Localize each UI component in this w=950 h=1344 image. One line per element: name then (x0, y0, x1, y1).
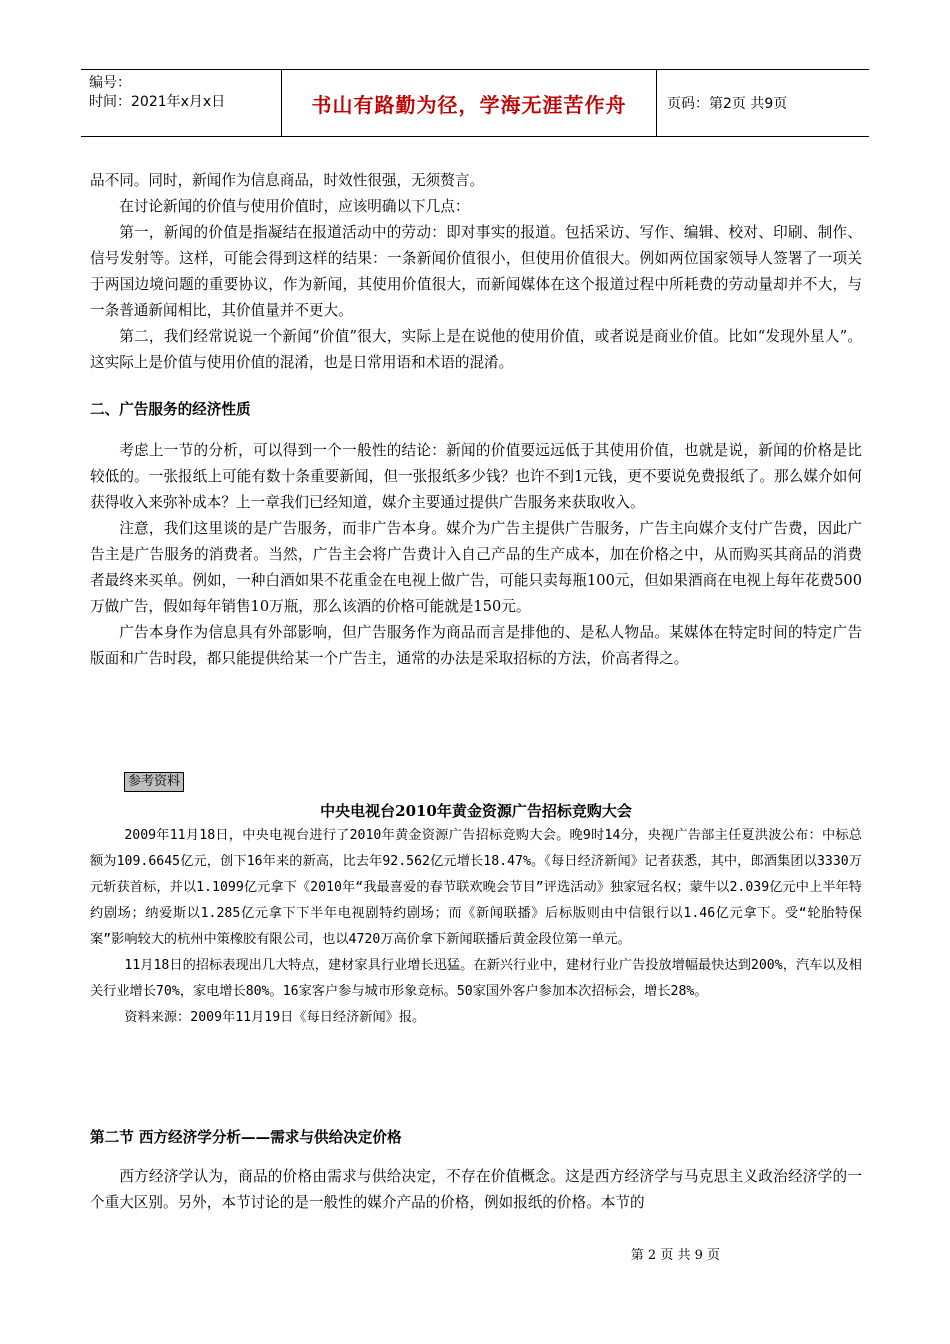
header-meta (81, 70, 281, 136)
header-page: 页码：第2页 共9页 (667, 96, 788, 112)
paragraph: 广告本身作为信息具有外部影响，但广告服务作为商品而言是排他的、是私人物品。某媒体在特定时间的特定广告版面和广告时段，都只能提供给某一个广告主，通常的办法是采取招标的方法，价高者得之。 (90, 624, 862, 667)
paragraph: 品不同。同时，新闻作为信息商品，时效性很强，无须赘言。 (90, 172, 485, 189)
paragraph: 第一，新闻的价值是指凝结在报道活动中的劳动：即对事实的报道。包括采访、写作、编辑、校对、印刷、制作、信号发射等。这样，可能会得到这样的结果：一条新闻价值很小，但使用价值很大。例如两位国家领导人签署了一项关于两国边境问题的重要协议，作为新闻，其使用价值很大，而新闻媒体在这个报道过程中所耗费的劳动量却并不大，与一条普通新闻相比，其价值量并不更大。 (90, 224, 862, 319)
paragraph: 考虑上一节的分析，可以得到一个一般性的结论：新闻的价值要远远低于其使用价值，也就是说，新闻的价格是比较低的。一张报纸上可能有数十条重要新闻，但一张报纸多少钱？也许不到1元钱，更不要说免费报纸了。那么媒介如何获得收入来弥补成本？上一章我们已经知道，媒介主要通过提供广告服务来获取收入。 (90, 442, 862, 511)
heading-ad-service: 二、广告服务的经济性质 (90, 401, 251, 418)
reference-label: 参考资料 (124, 772, 184, 792)
news-excerpt (90, 823, 862, 1031)
body-section-3 (90, 1164, 862, 1216)
header-motto: 书山有路勤为径，学海无涯苦作舟 (281, 70, 657, 136)
news-source: 资料来源：2009年11月19日《每日经济新闻》报。 (124, 1010, 426, 1025)
header-time: 时间：2021年x月x日 (89, 94, 226, 110)
body-section-1 (90, 168, 862, 376)
body-section-2 (90, 438, 862, 672)
paragraph: 西方经济学认为，商品的价格由需求与供给决定，不存在价值概念。这是西方经济学与马克思主义政治经济学的一个重大区别。另外，本节讨论的是一般性的媒介产品的价格，例如报纸的价格。本节的 (90, 1168, 862, 1211)
news-paragraph: 11月18日的招标表现出几大特点，建材家具行业增长迅猛。在新兴行业中，建材行业广告投放增幅最快达到200%，汽车以及相关行业增长70%，家电增长80%。16家客户参与城市形象竞标。50家国外客户参加本次招标会，增长28%。 (90, 958, 862, 999)
page-header (81, 69, 869, 137)
news-paragraph: 2009年11月18日，中央电视台进行了2010年黄金资源广告招标竞购大会。晚9时14分，央视广告部主任夏洪波公布：中标总额为109.6645亿元，创下16年来的新高，比去年92.562亿元增长18.47%。《每日经济新闻》记者获悉，其中，郎酒集团以3330万元斩获首标，并以1.1099亿元拿下《2010年“我最喜爱的春节联欢晚会节目”评选活动》独家冠名权；蒙牛以2.039亿元中上半年特约剧场；纳爱斯以1.285亿元拿下下半年电视剧特约剧场；而《新闻联播》后标版则由中信银行以1.46亿元拿下。受“轮胎特保案”影响较大的杭州中策橡胶有限公司，也以4720万高价拿下新闻联播后黄金段位第一单元。 (90, 828, 862, 947)
section-heading (90, 1126, 862, 1147)
paragraph: 第二，我们经常说说一个新闻“价值”很大，实际上是在说他的使用价值，或者说是商业价值。比如“发现外星人”。这实际上是价值与使用价值的混淆，也是日常用语和术语的混淆。 (90, 328, 862, 371)
heading-western-economics: 第二节 西方经济学分析——需求与供给决定价格 (90, 1129, 402, 1146)
header-number: 编号： (89, 75, 131, 91)
page-footer: 第 2 页 共 9 页 (630, 1248, 720, 1263)
paragraph: 注意，我们这里谈的是广告服务，而非广告本身。媒介为广告主提供广告服务，广告主向媒介支付广告费，因此广告主是广告服务的消费者。当然，广告主会将广告费计入自己产品的生产成本，加在价格之中，从而购买其商品的消费者最终来买单。例如，一种白酒如果不花重金在电视上做广告，可能只卖每瓶100元，但如果酒商在电视上每年花费500万做广告，假如每年销售10万瓶，那么该酒的价格可能就是150元。 (90, 520, 862, 615)
news-title: 中央电视台2010年黄金资源广告招标竞购大会 (320, 802, 632, 820)
paragraph: 在讨论新闻的价值与使用价值时，应该明确以下几点： (119, 198, 470, 215)
section-heading (90, 398, 862, 419)
